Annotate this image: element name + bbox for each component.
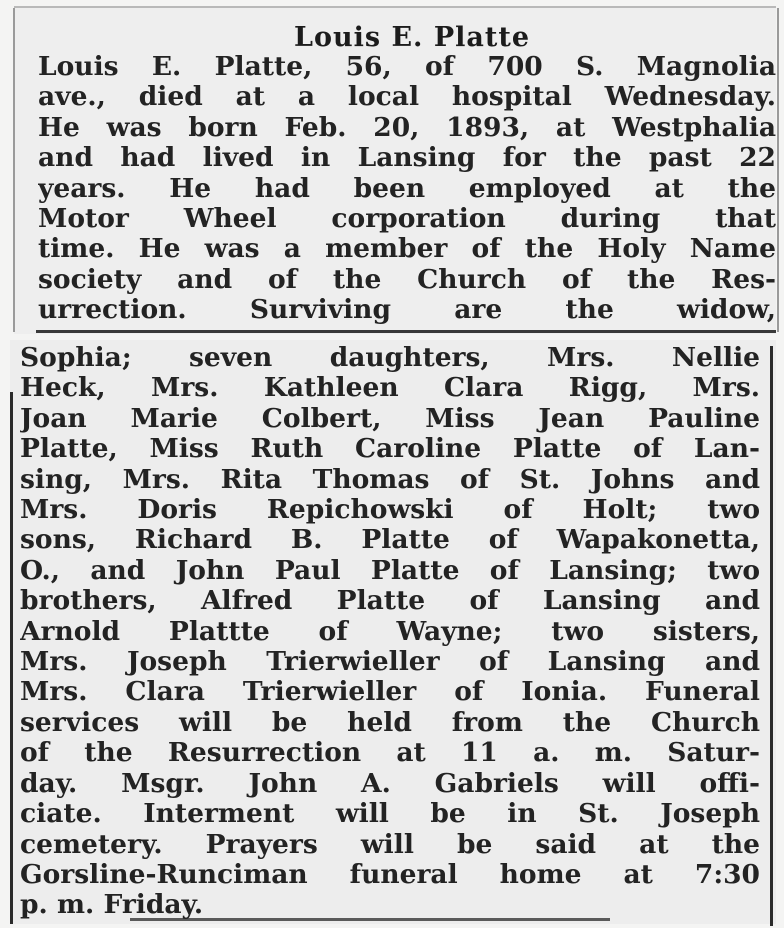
text-line: Louis E. Platte, 56, of 700 S. Magnolia [38, 52, 776, 82]
right-border-top [777, 8, 779, 332]
text-line: Arnold Plattte of Wayne; two sisters, [20, 616, 760, 647]
text-line: Platte, Miss Ruth Caroline Platte of Lan- [20, 434, 760, 465]
text-line: sons, Richard B. Platte of Wapakonetta, [20, 525, 760, 556]
text-line: Joan Marie Colbert, Miss Jean Pauline [20, 403, 760, 434]
left-border-top [13, 8, 15, 332]
text-line: Mrs. Clara Trierwieller of Ionia. Funeral [20, 677, 760, 708]
text-line: and had lived in Lansing for the past 22 [38, 143, 776, 174]
text-line: sing, Mrs. Rita Thomas of St. Johns and [20, 464, 760, 495]
right-border-bottom [770, 346, 773, 926]
text-line: cemetery. Prayers will be said at the [20, 829, 760, 860]
text-line: Motor Wheel corporation during that [38, 204, 776, 235]
text-line: Sophia; seven daughters, Mrs. Nellie [20, 343, 760, 373]
text-line: time. He was a member of the Holy Name [38, 234, 776, 265]
text-line: urrection. Surviving are the widow, [38, 295, 776, 326]
text-line: ave., died at a local hospital Wednesday. [38, 82, 776, 113]
obituary-paragraph-bottom [20, 343, 760, 921]
text-line: services will be held from the Church [20, 707, 760, 738]
text-line: Mrs. Doris Repichowski of Holt; two [20, 495, 760, 526]
text-line: He was born Feb. 20, 1893, at Westphalia [38, 112, 776, 143]
obituary-paragraph-top [38, 52, 776, 326]
text-line: p. m. Friday. [20, 890, 204, 921]
text-line: Gorsline-Runciman funeral home at 7:30 [20, 859, 760, 890]
text-line: society and of the Church of the Res- [38, 264, 776, 295]
separator-rule [36, 330, 776, 333]
text-line: ciate. Interment will be in St. Joseph [20, 799, 760, 830]
text-line: of the Resurrection at 11 a. m. Satur- [20, 738, 760, 769]
text-line: brothers, Alfred Platte of Lansing and [20, 586, 760, 617]
text-line: Heck, Mrs. Kathleen Clara Rigg, Mrs. [20, 373, 760, 404]
text-line: Mrs. Joseph Trierwieller of Lansing and [20, 647, 760, 678]
text-line: years. He had been employed at the [38, 173, 776, 204]
left-border-bottom [10, 392, 13, 924]
text-line: day. Msgr. John A. Gabriels will offi- [20, 768, 760, 799]
obituary-headline: Louis E. Platte [293, 22, 531, 53]
text-line: O., and John Paul Platte of Lansing; two [20, 555, 760, 586]
